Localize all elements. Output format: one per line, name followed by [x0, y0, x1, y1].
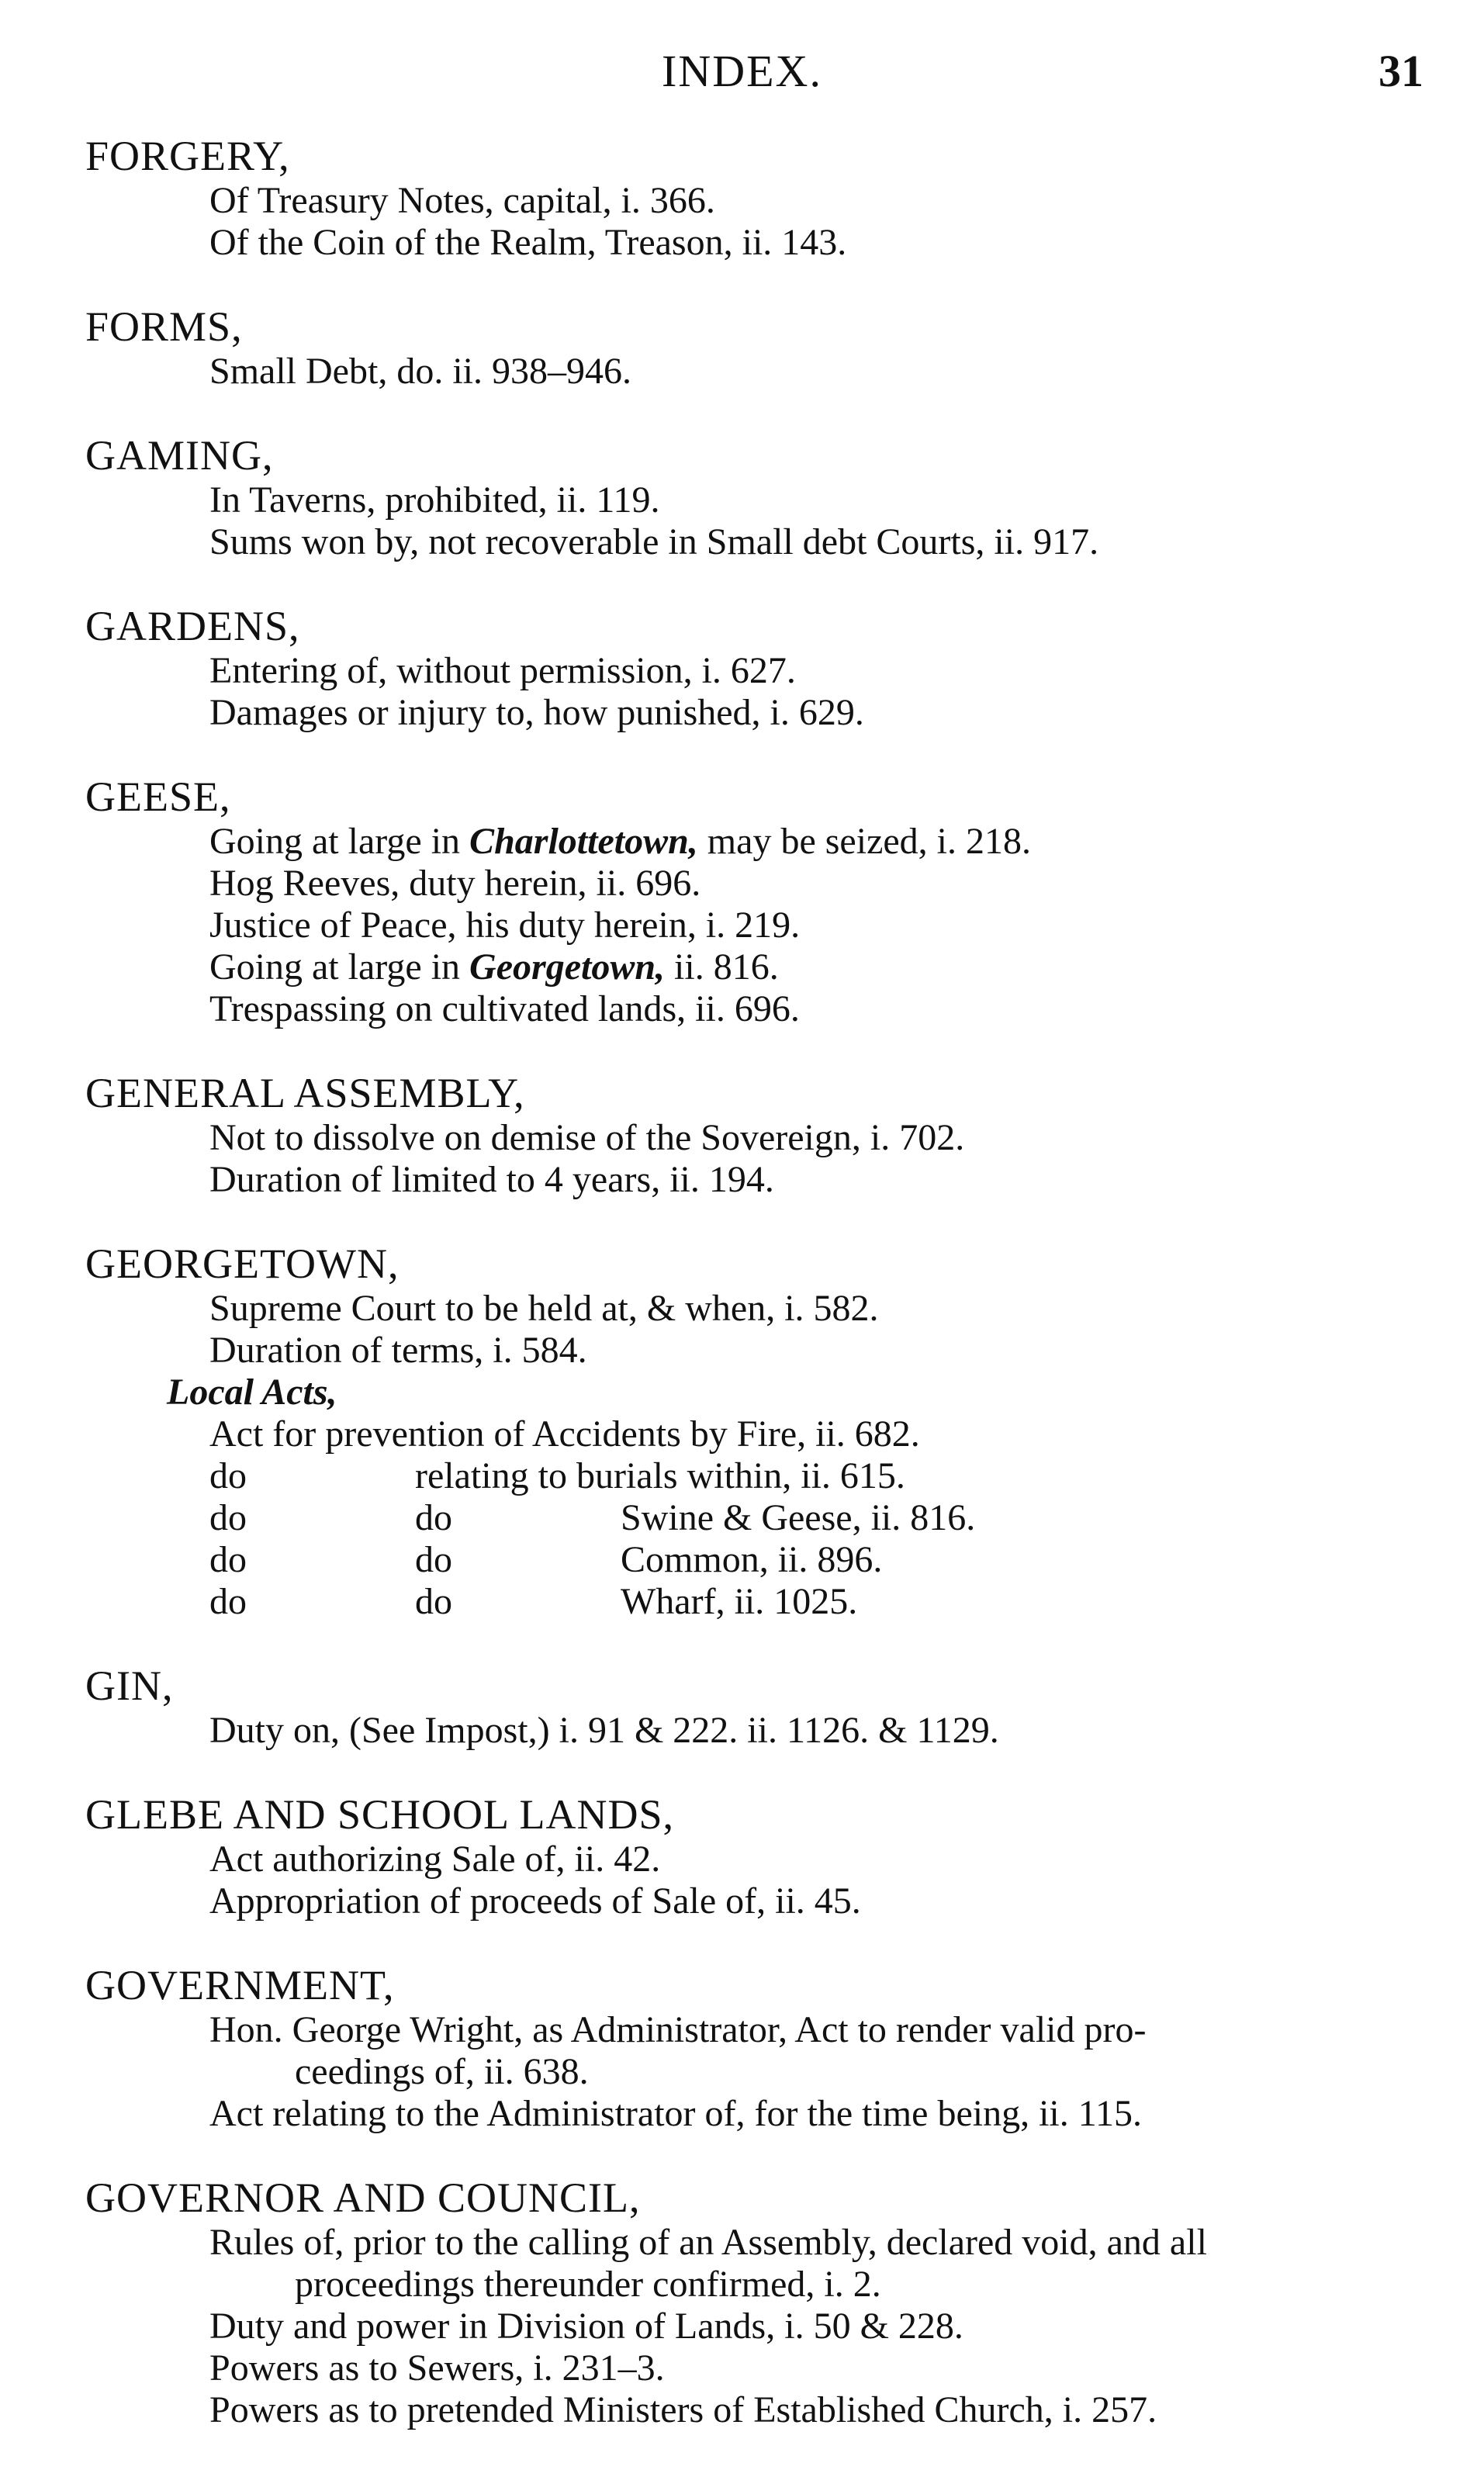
index-entry-glebe-and-school-lands — [85, 1790, 1435, 1922]
line-text: may be seized, i. 218. — [697, 821, 1032, 862]
entry-line-continuation: proceedings thereunder confirmed, i. 2. — [295, 2264, 881, 2305]
line-text: ii. 816. — [665, 946, 779, 988]
entry-line: Supreme Court to be held at, & when, i. 582. — [209, 1288, 879, 1329]
entry-heading: GOVERNOR AND COUNCIL, — [85, 2174, 641, 2221]
entry-line: Duty and power in Division of Lands, i. 50 & 228. — [209, 2306, 963, 2347]
ditto-mark: do — [209, 1455, 247, 1496]
place-name: Georgetown, — [469, 946, 666, 988]
entry-heading: GLEBE AND SCHOOL LANDS, — [85, 1791, 675, 1838]
entry-heading: FORGERY, — [85, 133, 290, 179]
entry-heading: GEESE, — [85, 773, 231, 820]
ditto-mark: do — [415, 1497, 452, 1538]
entry-line: Sums won by, not recoverable in Small debt Courts, ii. 917. — [209, 521, 1099, 562]
index-entry-georgetown — [85, 1240, 1435, 1623]
entry-line: Of the Coin of the Realm, Treason, ii. 143. — [209, 222, 847, 263]
entry-heading: GOVERNMENT, — [85, 1962, 395, 2008]
entry-line: Entering of, without permission, i. 627. — [209, 650, 796, 691]
index-entry-gaming — [85, 431, 1435, 563]
entry-line: Duration of limited to 4 years, ii. 194. — [209, 1159, 774, 1200]
index-entry-forms — [85, 303, 1435, 393]
ditto-mark: do — [209, 1497, 247, 1538]
entry-line: Hog Reeves, duty herein, ii. 696. — [209, 863, 701, 904]
line-text: Going at large in — [209, 821, 470, 862]
line-text: Going at large in — [209, 946, 470, 988]
entry-line: Duty on, (See Impost,) i. 91 & 222. ii. 1126. & 1129. — [209, 1710, 999, 1751]
local-act-row — [85, 1539, 1435, 1581]
index-entries — [85, 132, 1435, 2470]
index-entry-governor-and-council — [85, 2174, 1435, 2431]
local-act-text: Common, ii. 896. — [621, 1539, 883, 1580]
index-entry-gardens — [85, 602, 1435, 734]
index-entry-gin — [85, 1662, 1435, 1752]
local-act-row — [85, 1581, 1435, 1623]
entry-line: Rules of, prior to the calling of an Assembly, declared void, and all — [209, 2222, 1207, 2263]
entry-heading: GARDENS, — [85, 603, 300, 649]
local-act-text: Wharf, ii. 1025. — [621, 1581, 858, 1622]
local-act-text: Swine & Geese, ii. 816. — [621, 1497, 976, 1538]
entry-line: Duration of terms, i. 584. — [209, 1330, 587, 1371]
entry-line: Small Debt, do. ii. 938–946. — [209, 351, 631, 392]
entry-heading: GAMING, — [85, 432, 274, 479]
ditto-mark: do — [209, 1581, 247, 1622]
ditto-mark: do — [209, 1539, 247, 1580]
local-act-row — [85, 1497, 1435, 1539]
entry-line: Damages or injury to, how punished, i. 629. — [209, 692, 864, 733]
local-act-row — [85, 1455, 1435, 1497]
entry-line: Act for prevention of Accidents by Fire, ii. 682. — [209, 1413, 920, 1455]
entry-heading: FORMS, — [85, 303, 243, 350]
entry-line: In Taverns, prohibited, ii. 119. — [209, 479, 660, 521]
ditto-mark: do — [415, 1539, 452, 1580]
entry-line: Not to dissolve on demise of the Sovereign, i. 702. — [209, 1117, 965, 1158]
entry-line — [85, 821, 1435, 863]
entry-line: Act relating to the Administrator of, for the time being, ii. 115. — [209, 2093, 1142, 2134]
entry-line: Hon. George Wright, as Administrator, Act to render valid pro- — [209, 2009, 1147, 2050]
entry-heading: GEORGETOWN, — [85, 1240, 400, 1287]
ditto-mark: do — [415, 1581, 452, 1622]
entry-heading: GIN, — [85, 1662, 174, 1709]
index-entry-government — [85, 1961, 1435, 2135]
index-entry-forgery — [85, 132, 1435, 264]
index-entry-geese — [85, 773, 1435, 1030]
entry-line: Powers as to Sewers, i. 231–3. — [209, 2347, 665, 2389]
index-entry-general-assembly — [85, 1069, 1435, 1201]
entry-line: Powers as to pretended Ministers of Established Church, i. 257. — [209, 2389, 1157, 2430]
running-head — [0, 45, 1484, 107]
page-number: 31 — [1378, 46, 1423, 96]
place-name: Charlottetown, — [469, 821, 698, 862]
entry-heading: GENERAL ASSEMBLY, — [85, 1070, 525, 1116]
entry-line: Appropriation of proceeds of Sale of, ii. 45. — [209, 1880, 861, 1922]
entry-line-continuation: ceedings of, ii. 638. — [295, 2051, 589, 2092]
entry-line — [85, 946, 1435, 988]
local-act-text: relating to burials within, ii. 615. — [415, 1455, 905, 1496]
entry-line: Trespassing on cultivated lands, ii. 696. — [209, 988, 800, 1029]
entry-line: Act authorizing Sale of, ii. 42. — [209, 1839, 661, 1880]
entry-line: Of Treasury Notes, capital, i. 366. — [209, 180, 715, 221]
local-acts-label: Local Acts, — [167, 1372, 337, 1413]
page-title: INDEX. — [662, 46, 822, 96]
entry-line: Justice of Peace, his duty herein, i. 219. — [209, 905, 801, 946]
